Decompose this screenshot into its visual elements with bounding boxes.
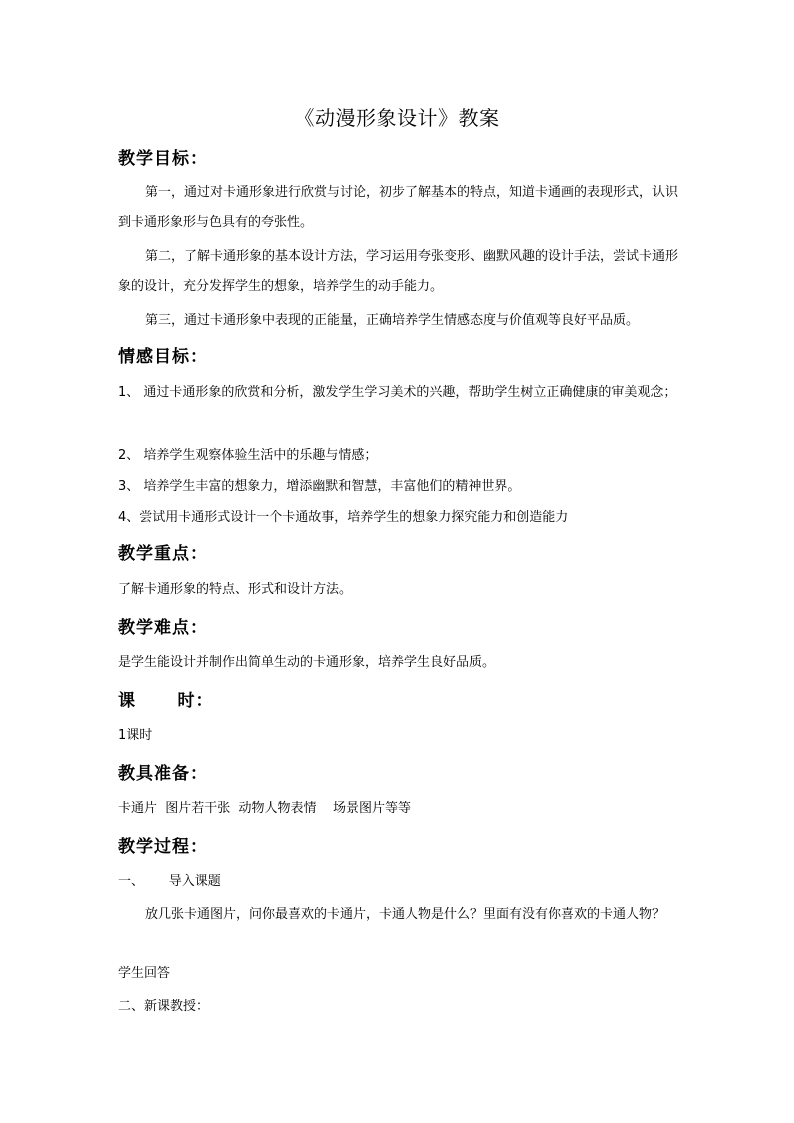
difficulties-heading: 教学难点： (118, 618, 208, 638)
process-step-2: 二、新课教授： (118, 999, 210, 1014)
key-points-text: 了解卡通形象的特点、形式和设计方法。 (118, 582, 353, 597)
teaching-goal-3: 第三，通过卡通形象中表现的正能量，正确培养学生情感态度与价值观等良好平品质。 (145, 313, 640, 328)
teaching-goal-1: 第一，通过对卡通形象进行欣赏与讨论，初步了解基本的特点，知道卡通画的表现形式，认识到卡通形象形与色具有的夸张性。 (118, 185, 679, 230)
student-response: 学生回答 (118, 966, 171, 981)
materials-heading: 教具准备： (118, 764, 208, 784)
teaching-goals-heading: 教学目标： (118, 149, 208, 169)
document-title: 《动漫形象设计》教案 (294, 106, 500, 130)
emotional-goal-1: 1、 通过卡通形象的欣赏和分析，激发学生学习美术的兴趣，帮助学生树立正确健康的审美观念； (118, 385, 677, 400)
emotional-goals-heading: 情感目标： (118, 347, 208, 367)
process-heading: 教学过程： (118, 837, 208, 857)
difficulties-text: 是学生能设计并制作出简单生动的卡通形象，培养学生良好品质。 (118, 655, 496, 670)
key-points-heading: 教学重点： (118, 544, 208, 564)
emotional-goal-3: 3、 培养学生丰富的想象力，增添幽默和智慧，丰富他们的精神世界。 (118, 479, 521, 494)
process-step-1: 一、 导入课题 (118, 874, 221, 889)
class-hours-text: 1课时 (118, 728, 153, 743)
emotional-goal-2: 2、 培养学生观察体验生活中的乐趣与情感； (118, 448, 378, 463)
emotional-goal-4: 4、尝试用卡通形式设计一个卡通故事，培养学生的想象力探究能力和创造能力 (118, 510, 569, 525)
class-hours-heading: 课 时： (118, 691, 214, 711)
teaching-goal-2: 第二，了解卡通形象的基本设计方法，学习运用夸张变形、幽默风趣的设计手法，尝试卡通形象的设计，充分发挥学生的想象，培养学生的动手能力。 (118, 249, 679, 294)
process-step-1-text: 放几张卡通图片，问你最喜欢的卡通片，卡通人物是什么？里面有没有你喜欢的卡通人物？ (145, 907, 666, 922)
materials-text: 卡通片 图片若干张 动物人物表情 场景图片等等 (118, 801, 412, 816)
